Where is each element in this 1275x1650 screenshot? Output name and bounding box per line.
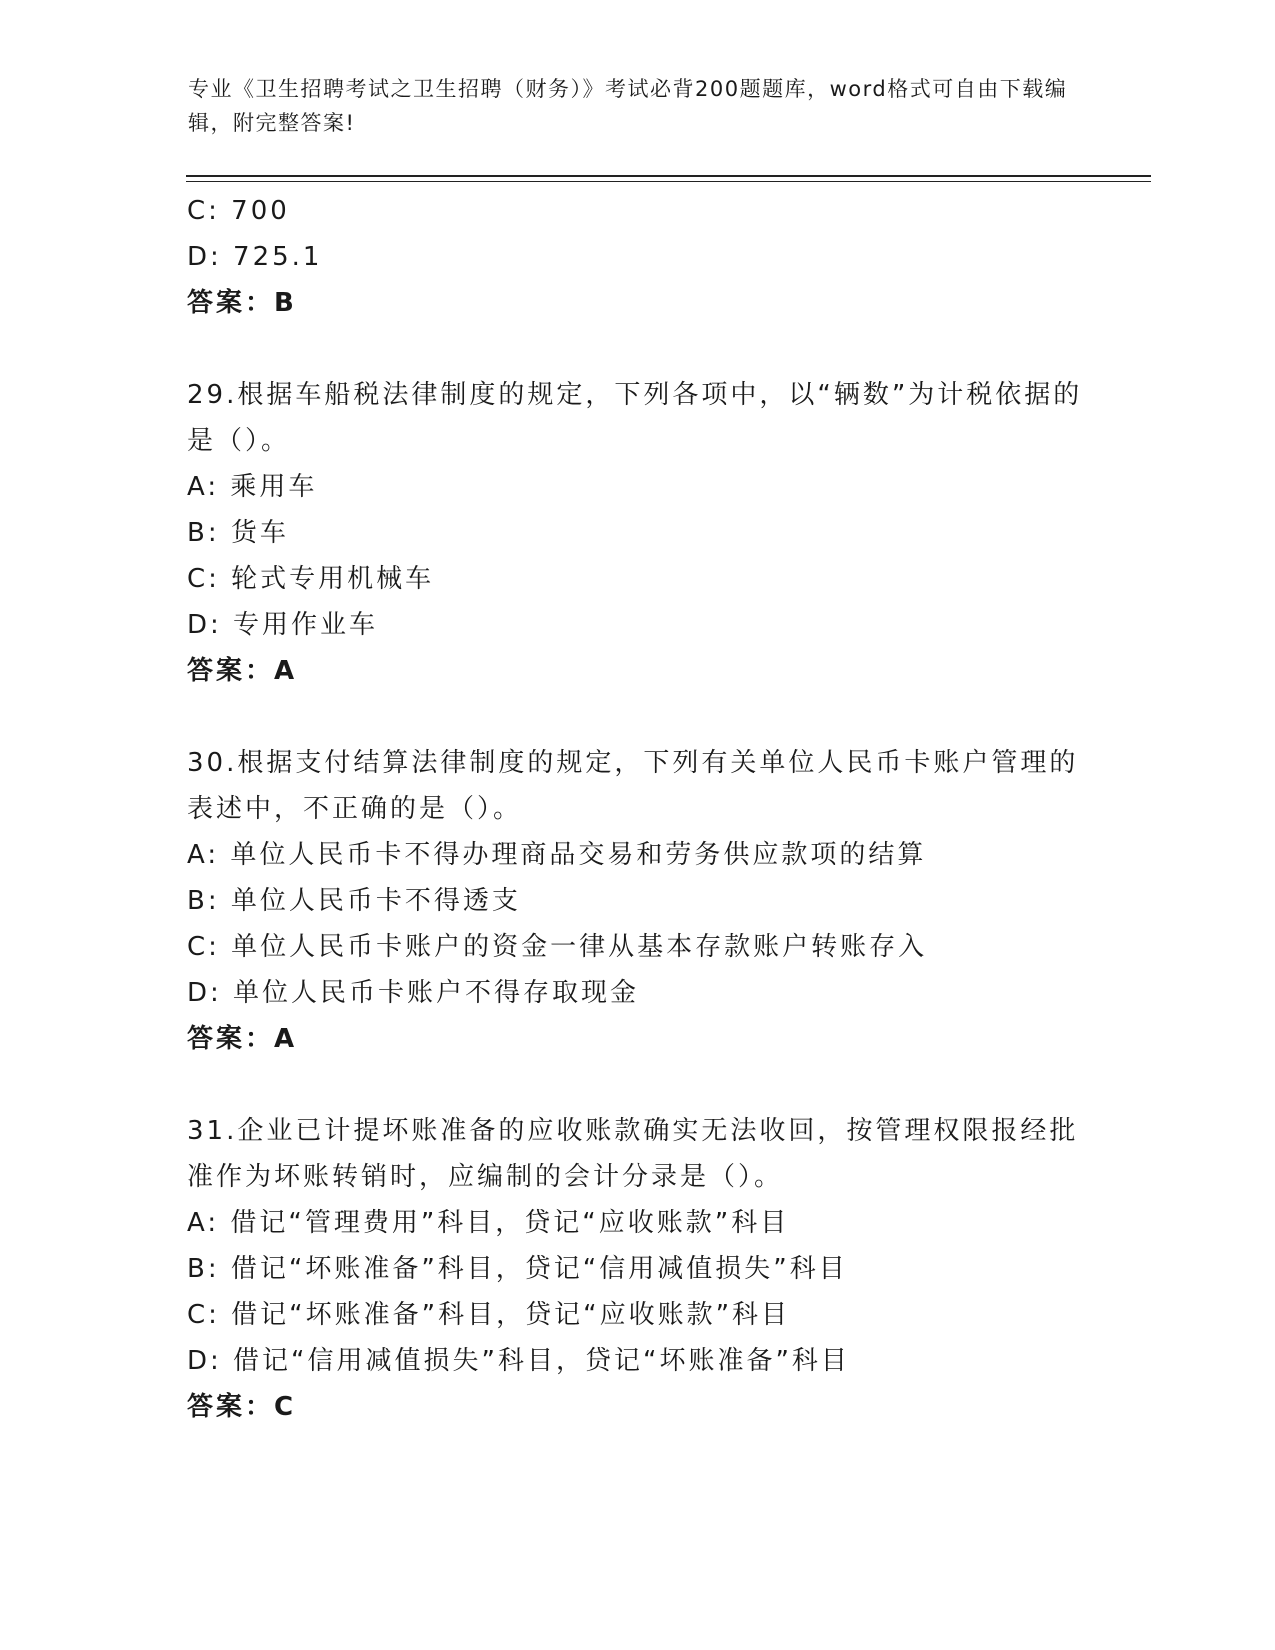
option-b: B: 单位人民币卡不得透支: [187, 886, 521, 916]
option-c: C: 轮式专用机械车: [187, 564, 435, 594]
answer-line: 答案：C: [187, 1392, 297, 1422]
option-c: C: 700: [187, 196, 290, 226]
option-d: D: 单位人民币卡账户不得存取现金: [187, 978, 640, 1008]
option-a: A: 单位人民币卡不得办理商品交易和劳务供应款项的结算: [187, 840, 927, 870]
header-divider: [186, 175, 1151, 177]
option-c: C: 单位人民币卡账户的资金一律从基本存款账户转账存入: [187, 932, 928, 962]
option-d: D: 借记“信用减值损失”科目，贷记“坏账准备”科目: [187, 1346, 850, 1376]
option-a: A: 乘用车: [187, 472, 318, 502]
document-body: [187, 188, 1087, 1430]
question-28-continued: [187, 188, 1087, 326]
question-29: [187, 372, 1087, 694]
option-c: C: 借记“坏账准备”科目，贷记“应收账款”科目: [187, 1300, 791, 1330]
option-d: D: 725.1: [187, 242, 323, 272]
answer-line: 答案：A: [187, 656, 298, 686]
option-d: D: 专用作业车: [187, 610, 379, 640]
question-stem: 30.根据支付结算法律制度的规定，下列有关单位人民币卡账户管理的表述中，不正确的是（）。: [187, 748, 1079, 824]
question-stem: 29.根据车船税法律制度的规定，下列各项中，以“辆数”为计税依据的是（）。: [187, 380, 1083, 456]
answer-line: 答案：A: [187, 1024, 298, 1054]
question-stem: 31.企业已计提坏账准备的应收账款确实无法收回，按管理权限报经批准作为坏账转销时，应编制的会计分录是（）。: [187, 1116, 1079, 1192]
header-title: 专业《卫生招聘考试之卫生招聘（财务）》考试必背200题题库，word格式可自由下载编辑，附完整答案!: [188, 77, 1068, 135]
option-b: B: 借记“坏账准备”科目，贷记“信用减值损失”科目: [187, 1254, 848, 1284]
option-a: A: 借记“管理费用”科目，贷记“应收账款”科目: [187, 1208, 790, 1238]
question-30: [187, 740, 1087, 1062]
answer-line: 答案：B: [187, 288, 297, 318]
question-31: [187, 1108, 1087, 1430]
document-header: [188, 72, 1088, 140]
option-b: B: 货车: [187, 518, 289, 548]
header-divider-thin: [186, 181, 1151, 182]
